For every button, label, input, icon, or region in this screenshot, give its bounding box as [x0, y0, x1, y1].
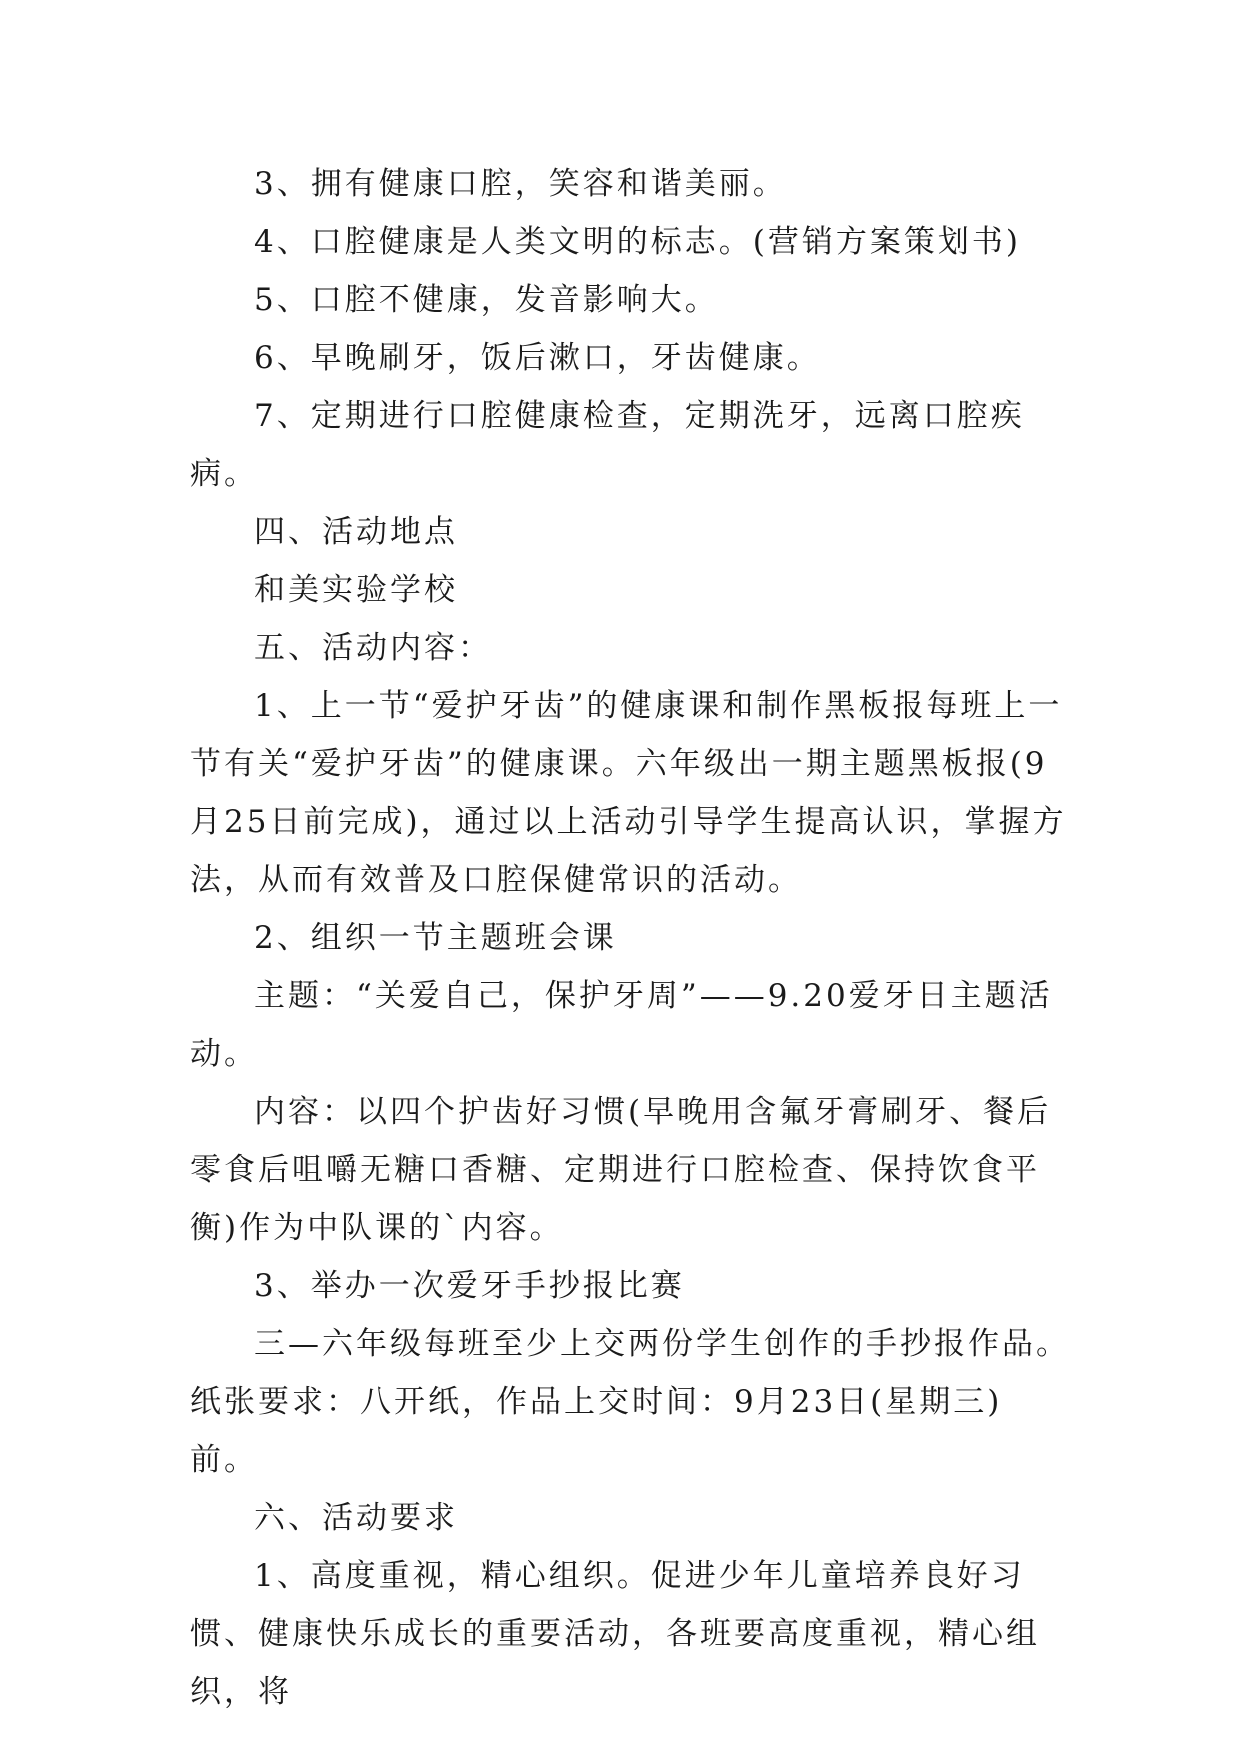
content-item-3: 3、举办一次爱牙手抄报比赛 [254, 1268, 685, 1304]
requirement-item-1: 1、高度重视，精心组织。促进少年儿童培养良好习惯、健康快乐成长的重要活动，各班要高度重视，精心组织，将 [190, 1558, 1040, 1710]
content-item-2-theme: 主题：“关爱自己，保护牙周”——9.20爱牙日主题活动。 [190, 978, 1053, 1072]
slogan-7: 7、定期进行口腔健康检查，定期洗牙，远离口腔疾病。 [190, 398, 1025, 492]
content-item-1: 1、上一节“爱护牙齿”的健康课和制作黑板报每班上一节有关“爱护牙齿”的健康课。六年级出一期主题黑板报(9月25日前完成)，通过以上活动引导学生提高认识，掌握方法，从而有效普及口腔保健常识的活动。 [190, 688, 1067, 898]
location-text: 和美实验学校 [254, 572, 458, 608]
section-heading-content: 五、活动内容： [254, 630, 492, 666]
content-item-3-detail: 三—六年级每班至少上交两份学生创作的手抄报作品。纸张要求：八开纸，作品上交时间：9月23日(星期三)前。 [190, 1326, 1070, 1478]
section-heading-requirements: 六、活动要求 [254, 1500, 458, 1536]
slogan-4: 4、口腔健康是人类文明的标志。(营销方案策划书) [254, 224, 1021, 260]
slogan-6: 6、早晚刷牙，饭后漱口，牙齿健康。 [254, 340, 821, 376]
slogan-5: 5、口腔不健康，发音影响大。 [254, 282, 719, 318]
document-body [190, 155, 1070, 1721]
section-heading-location: 四、活动地点 [254, 514, 458, 550]
content-item-2: 2、组织一节主题班会课 [254, 920, 617, 956]
slogan-3: 3、拥有健康口腔，笑容和谐美丽。 [254, 166, 787, 202]
content-item-2-detail: 内容：以四个护齿好习惯(早晚用含氟牙膏刷牙、餐后零食后咀嚼无糖口香糖、定期进行口腔检查、保持饮食平衡)作为中队课的`内容。 [190, 1094, 1052, 1246]
